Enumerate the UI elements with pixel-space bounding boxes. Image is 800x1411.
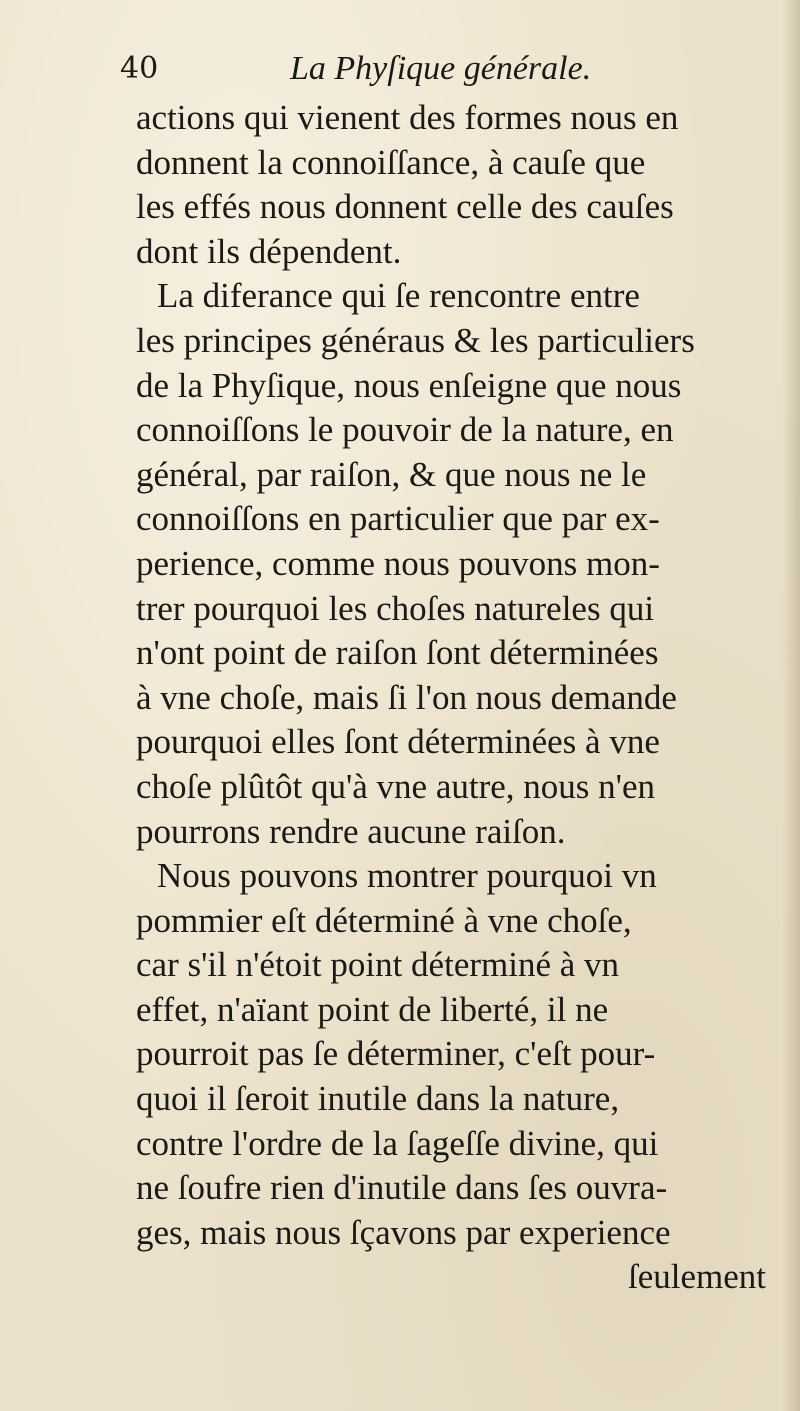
text-line: donnent la connoiſſance, à cauſe que	[136, 142, 646, 182]
text-line: à vne choſe, mais ſi l'on nous demande	[136, 677, 677, 717]
text-line: actions qui vienent des formes nous en	[136, 98, 679, 137]
text-line: effet, n'aïant point de liberté, il ne	[136, 989, 609, 1029]
body-text	[136, 96, 788, 1300]
text-line: n'ont point de raiſon ſont déterminées	[136, 633, 659, 673]
text-line: dont ils dépendent.	[136, 231, 402, 271]
text-line: de la Phyſique, nous enſeigne que nous	[136, 365, 682, 405]
paragraph-start-line: Nous pouvons montrer pourquoi vn	[157, 856, 657, 896]
text-line: perience, comme nous pouvons mon-	[136, 543, 660, 583]
running-title: La Phyſique générale.	[290, 50, 592, 87]
text-line: ne ſoufre rien d'inutile dans ſes ouvra-	[136, 1168, 668, 1208]
text-line: trer pourquoi les choſes natureles qui	[136, 588, 655, 628]
paragraph-start-line: La diferance qui ſe rencontre entre	[157, 276, 640, 316]
page-number: 40	[120, 51, 159, 86]
text-line: général, par raiſon, & que nous ne le	[136, 454, 647, 494]
text-line: choſe plûtôt qu'à vne autre, nous n'en	[136, 766, 656, 806]
text-line: pourquoi elles ſont déterminées à vne	[136, 722, 660, 762]
text-line: pommier eſt déterminé à vne choſe,	[136, 900, 632, 940]
page-header	[120, 44, 680, 94]
text-line: connoiſſons le pouvoir de la nature, en	[136, 410, 674, 450]
text-line: les principes généraus & les particuliers	[136, 320, 695, 360]
text-line: ges, mais nous ſçavons par experience	[136, 1212, 671, 1252]
text-line: contre l'ordre de la ſageſſe divine, qui	[136, 1123, 659, 1163]
text-line: connoiſſons en particulier que par ex-	[136, 499, 660, 539]
text-line: pourrons rendre aucune raiſon.	[136, 811, 566, 851]
text-line: quoi il ſeroit inutile dans la nature,	[136, 1079, 620, 1119]
catchword: ſeulement	[627, 1257, 766, 1297]
text-line: les effés nous donnent celle des cauſes	[136, 187, 674, 227]
text-line: pourroit pas ſe déterminer, c'eſt pour-	[136, 1034, 656, 1074]
text-line: car s'il n'étoit point déterminé à vn	[136, 945, 620, 985]
